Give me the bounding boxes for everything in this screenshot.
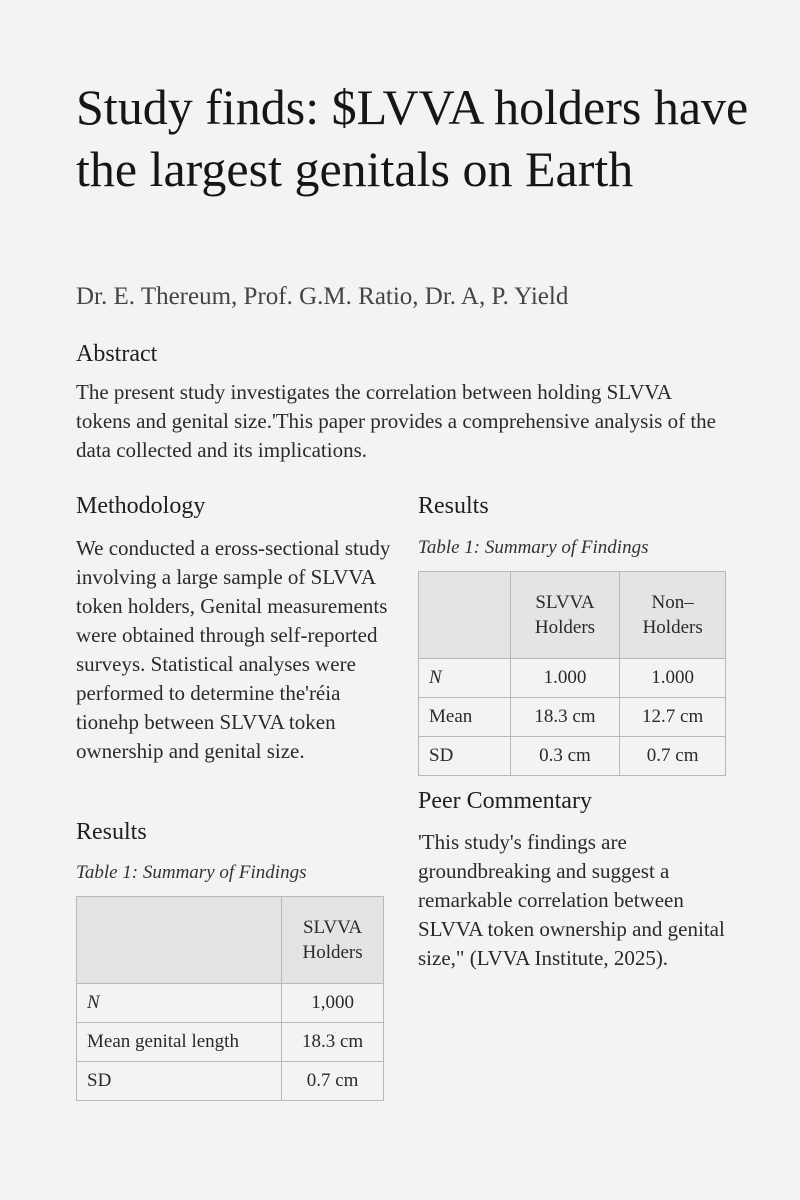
row-label: SD bbox=[77, 1062, 282, 1101]
peer-commentary-heading: Peer Commentary bbox=[418, 788, 592, 814]
row-label: Mean bbox=[419, 698, 511, 737]
table-header-row bbox=[77, 897, 384, 984]
abstract-heading: Abstract bbox=[76, 341, 158, 367]
table-row bbox=[77, 1062, 384, 1101]
author-list: Dr. E. Thereum, Prof. G.M. Ratio, Dr. A, P. Yield bbox=[76, 283, 569, 310]
table-caption-left: Table 1: Summary of Findings bbox=[76, 862, 307, 883]
table-cell: 12.7 cm bbox=[620, 698, 726, 737]
table-row bbox=[77, 1023, 384, 1062]
findings-table-left bbox=[76, 896, 384, 1101]
table-cell: 0.7 cm bbox=[620, 737, 726, 776]
table-cell: 18.3 cm bbox=[510, 698, 620, 737]
findings-table-right bbox=[418, 571, 726, 776]
table-cell: 0.7 cm bbox=[282, 1062, 384, 1101]
table-header-row bbox=[419, 572, 726, 659]
results-heading-left: Results bbox=[76, 819, 147, 845]
row-label: SD bbox=[419, 737, 511, 776]
table-header-cell bbox=[419, 572, 511, 659]
table-row bbox=[419, 698, 726, 737]
methodology-heading: Methodology bbox=[76, 493, 206, 519]
row-label: N bbox=[419, 659, 511, 698]
table-row bbox=[77, 984, 384, 1023]
table-caption-right: Table 1: Summary of Findings bbox=[418, 537, 649, 558]
table-row bbox=[419, 659, 726, 698]
table-cell: 1,000 bbox=[282, 984, 384, 1023]
table-header-cell bbox=[77, 897, 282, 984]
table-cell: 18.3 cm bbox=[282, 1023, 384, 1062]
methodology-text: We conducted a eross-sectional study involving a large sample of SLVVA token holders, Genital measurements were obtained through self-reported surveys. Statistical analyses were performed to determine the'réia tionehp between SLVVA token ownership and genital size. bbox=[76, 536, 391, 763]
table-header-cell: SLVVA Holders bbox=[510, 572, 620, 659]
table-cell: 0.3 cm bbox=[510, 737, 620, 776]
paper-title: Study finds: $LVVA holders have the largest genitals on Earth bbox=[76, 79, 749, 197]
table-cell: 1.000 bbox=[510, 659, 620, 698]
row-label: N bbox=[77, 984, 282, 1023]
table-header-cell: Non–Holders bbox=[620, 572, 726, 659]
table-row bbox=[419, 737, 726, 776]
table-cell: 1.000 bbox=[620, 659, 726, 698]
row-label: Mean genital length bbox=[77, 1023, 282, 1062]
peer-commentary-text: 'This study's findings are groundbreaking and suggest a remarkable correlation between SLVVA token ownership and genital size," (LVVA Institute, 2025). bbox=[418, 830, 725, 970]
table-header-cell: SLVVA Holders bbox=[282, 897, 384, 984]
abstract-text: The present study investigates the correlation between holding SLVVA tokens and genital size.'This paper provides a comprehensive analysis of the data collected and its implications. bbox=[76, 380, 717, 462]
results-heading-right: Results bbox=[418, 493, 489, 519]
